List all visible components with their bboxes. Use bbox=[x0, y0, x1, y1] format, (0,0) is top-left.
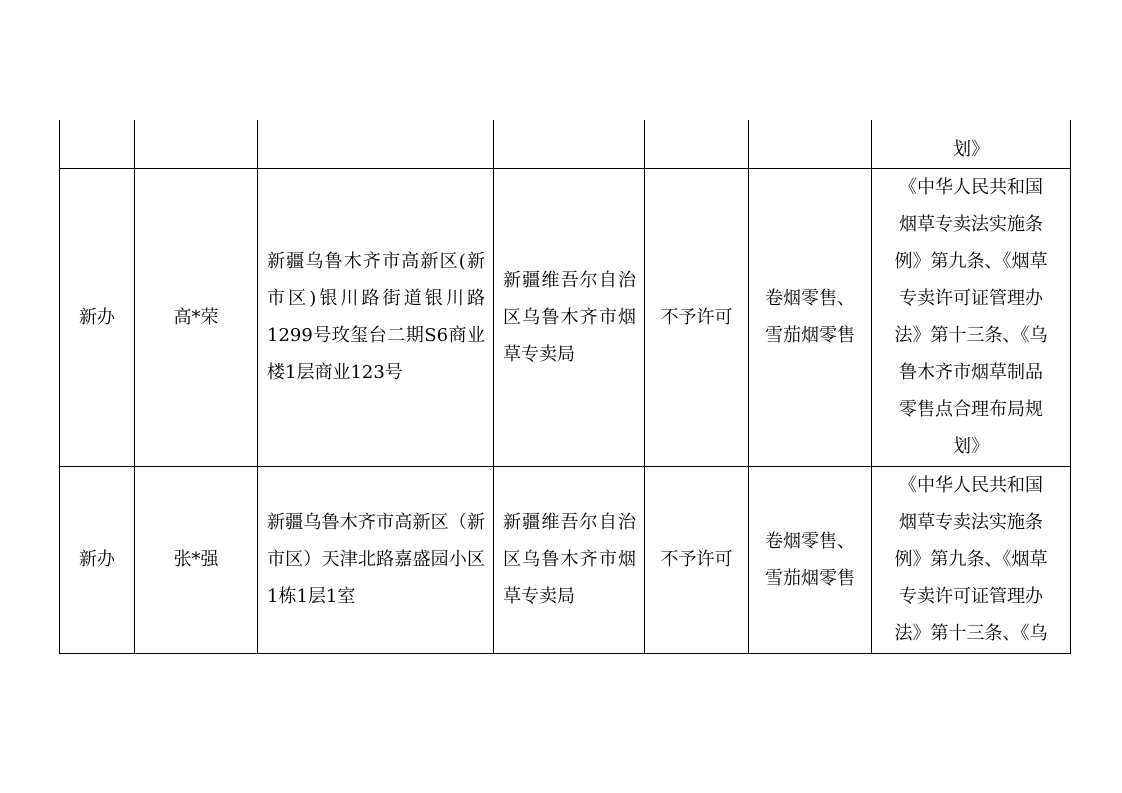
authority-cell: 新疆维吾尔自治区乌鲁木齐市烟草专卖局 bbox=[494, 168, 645, 466]
table-row bbox=[60, 168, 1071, 466]
table-row bbox=[60, 466, 1071, 653]
basis-line: 法》第十三条、《乌 bbox=[894, 622, 1048, 644]
basis-cell-content bbox=[878, 467, 1064, 652]
basis-line: 法》第十三条、《乌 bbox=[894, 325, 1048, 346]
scope-cell bbox=[749, 466, 872, 653]
basis-line: 《中华人民共和国 bbox=[899, 177, 1043, 198]
scope-cell bbox=[749, 168, 872, 466]
address-cell bbox=[258, 120, 494, 168]
address-cell: 新疆乌鲁木齐市高新区（新市区）天津北路嘉盛园小区1栋1层1室 bbox=[258, 466, 494, 653]
decision-cell: 不予许可 bbox=[645, 466, 749, 653]
basis-text: 划》 bbox=[953, 138, 989, 160]
scope-line: 卷烟零售、 bbox=[765, 530, 855, 552]
basis-line: 专卖许可证管理办 bbox=[899, 585, 1043, 607]
license-decision-table bbox=[59, 120, 1071, 654]
name-cell bbox=[135, 120, 258, 168]
type-cell bbox=[60, 120, 135, 168]
basis-line: 例》第九条、《烟草 bbox=[894, 251, 1048, 272]
type-cell: 新办 bbox=[60, 466, 135, 653]
type-cell: 新办 bbox=[60, 168, 135, 466]
basis-line: 鲁木齐市烟草制品 bbox=[899, 362, 1043, 383]
address-cell: 新疆乌鲁木齐市高新区(新市区)银川路街道银川路1299号玫玺台二期S6商业楼1层商业123号 bbox=[258, 168, 494, 466]
basis-line: 《中华人民共和国 bbox=[899, 474, 1043, 496]
authority-cell bbox=[494, 120, 645, 168]
scope-line: 雪茄烟零售 bbox=[765, 325, 855, 346]
table-row-continuation bbox=[60, 120, 1071, 168]
basis-line: 划》 bbox=[953, 436, 989, 457]
name-cell: 张*强 bbox=[135, 466, 258, 653]
basis-line: 例》第九条、《烟草 bbox=[894, 548, 1048, 570]
decision-cell: 不予许可 bbox=[645, 168, 749, 466]
authority-cell: 新疆维吾尔自治区乌鲁木齐市烟草专卖局 bbox=[494, 466, 645, 653]
basis-line: 专卖许可证管理办 bbox=[899, 288, 1043, 309]
basis-cell bbox=[872, 120, 1071, 168]
basis-line: 零售点合理布局规 bbox=[899, 399, 1043, 420]
decision-cell bbox=[645, 120, 749, 168]
basis-cell bbox=[872, 168, 1071, 466]
basis-line: 烟草专卖法实施条 bbox=[899, 214, 1043, 235]
basis-cell bbox=[872, 466, 1071, 653]
scope-line: 卷烟零售、 bbox=[765, 288, 855, 309]
name-cell: 高*荣 bbox=[135, 168, 258, 466]
scope-line: 雪茄烟零售 bbox=[765, 567, 855, 589]
scope-cell bbox=[749, 120, 872, 168]
basis-line: 烟草专卖法实施条 bbox=[899, 511, 1043, 533]
